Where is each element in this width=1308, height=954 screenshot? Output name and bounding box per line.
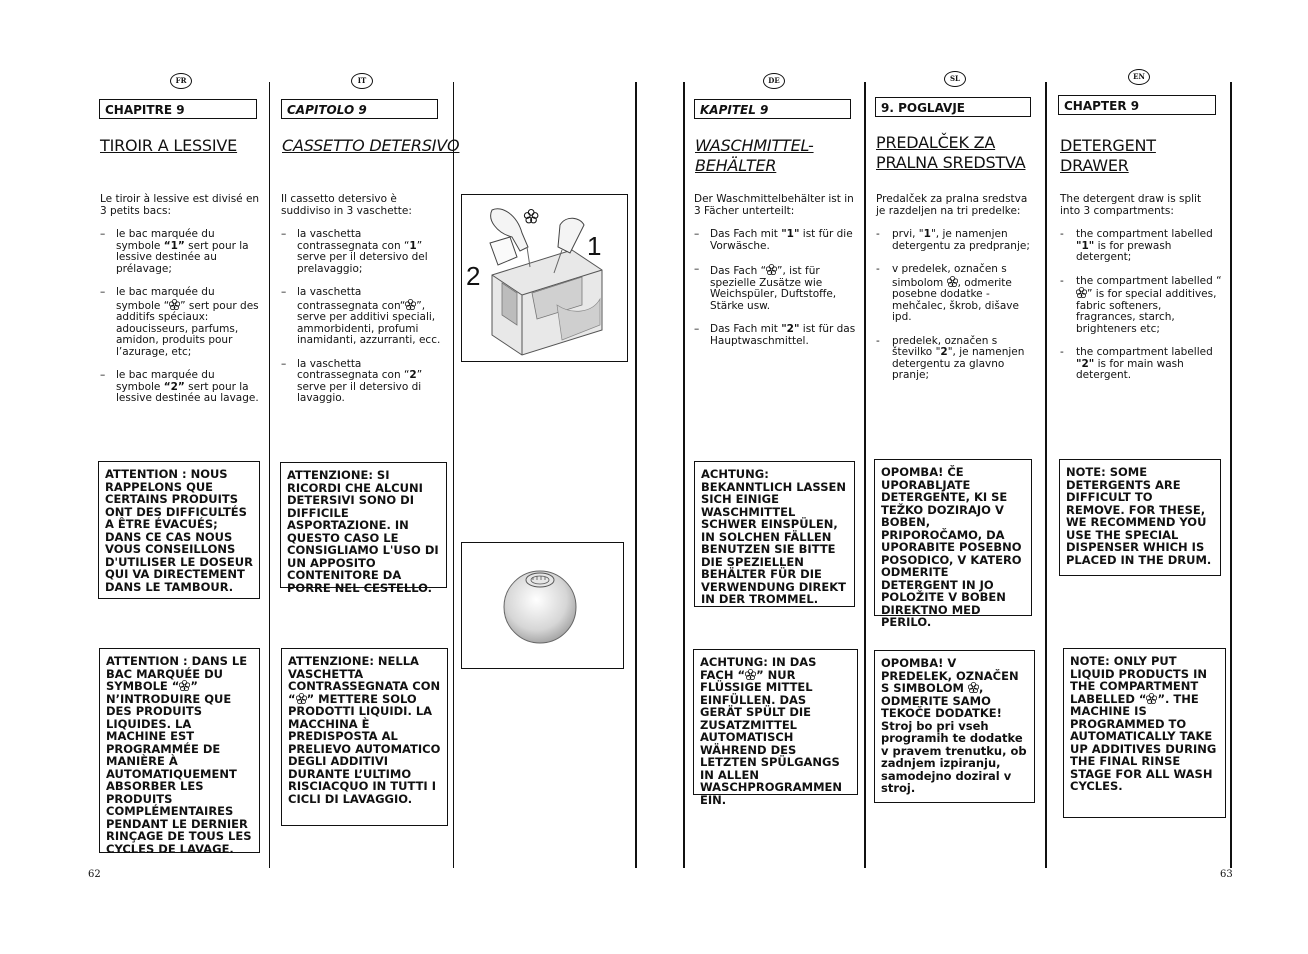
drawer-illustration — [462, 195, 627, 361]
dispenser-ball-illustration — [462, 543, 623, 668]
section-title-it: CASSETTO DETERSIVO — [282, 136, 460, 155]
list-item: - v predelek, označen s simbolom , odmerite posebne dodatke - mehčalec, škrob, dišave ipd. — [876, 263, 1019, 323]
flower-symbol-icon — [179, 680, 190, 691]
note-box-fr-1: ATTENTION : NOUS RAPPELONS QUE CERTAINS PRODUITS ONT DES DIFFICULTÉS A ÊTRE ÉVACUÉS; DANS CE CAS NOUS VOUS CONSEILLONS D'UTILISER LE DOSEUR QUI VA DIRECTEMENT DANS LE TAMBOUR. — [98, 461, 260, 599]
note-box-en-2: NOTE: ONLY PUT LIQUID PRODUCTS IN THE COMPARTMENT LABELLED “ ”. THE MACHINE IS PROGRAMMED TO AUTOMATICALLY TAKE UP ADDITIVES DURING THE FINAL RINSE STAGE FOR ALL WASH CYCLES. — [1063, 648, 1226, 818]
intro-sl: Predalček za pralna sredstva je razdeljen na tri predelke: — [876, 193, 1028, 217]
body-text-fr — [100, 194, 262, 405]
column-divider — [1230, 82, 1232, 868]
list-item: – la vaschetta contrassegnata con“ ”, serve per additivi speciali, ammorbidenti, profumi inamidanti, azzurranti, ecc. — [281, 286, 441, 346]
page-divider — [635, 82, 637, 868]
column-divider — [269, 82, 270, 868]
lang-badge-en: EN — [1128, 69, 1150, 85]
chapter-header-de: KAPITEL 9 — [694, 99, 851, 119]
figure-label-1: 1 — [587, 231, 602, 261]
flower-symbol-icon — [1076, 287, 1087, 298]
chapter-header-it: CAPITOLO 9 — [281, 99, 438, 119]
chapter-header-sl: 9. POGLAVJE — [875, 97, 1031, 117]
list-item: - the compartment labelled “” is for special additives, fabric softeners, fragrances, starch, brighteners etc; — [1060, 274, 1222, 335]
intro-fr: Le tiroir à lessive est divisé en 3 petits bacs: — [100, 193, 260, 217]
list-item: – la vaschetta contrassegnata con “1” serve per il detersivo del prelavaggio; — [281, 228, 428, 275]
flower-symbol-icon — [766, 264, 777, 275]
column-divider — [864, 82, 866, 868]
section-title-fr: TIROIR A LESSIVE — [100, 136, 238, 155]
flower-symbol-icon — [1146, 693, 1157, 704]
figure-label-2: 2 — [466, 261, 481, 291]
body-text-it — [281, 194, 446, 405]
note-box-sl-1: OPOMBA! ČE UPORABLJATE DETERGENTE, KI SE TEŽKO DOZIRAJO V BOBEN, PRIPOROČAMO, DA UPORABITE POSEBNO POSODICO, V KATERO ODMERITE DETERGENT IN JO POLOŽITE V BOBEN DIREKTNO MED PERILO. — [874, 459, 1032, 616]
list-item: – le bac marquée du symbole “2” sert pour la lessive destinée au lavage. — [100, 369, 259, 404]
column-divider — [453, 82, 454, 868]
list-item: – Das Fach mit "2" ist für das Hauptwaschmittel. — [694, 323, 856, 347]
lang-badge-it: IT — [351, 73, 373, 89]
body-text-sl — [876, 194, 1040, 382]
detergent-drawer-figure — [461, 194, 628, 362]
flower-symbol-icon — [405, 299, 416, 310]
note-box-fr-2: ATTENTION : DANS LE BAC MARQUÉE DU SYMBOLE “ ” N’INTRODUIRE QUE DES PRODUITS LIQUIDES. LA MACHINE EST PROGRAMMÉE DE MANIÈRE À AUTOMATIQUEMENT ABSORBER LES PRODUITS COMPLÉMENTAIRES PENDANT LE DERNIER RINÇAGE DE TOUS LES CYCLES DE LAVAGE. — [99, 648, 260, 853]
dispenser-ball-figure — [461, 542, 624, 669]
lang-badge-fr: FR — [170, 73, 192, 89]
flower-symbol-icon — [296, 693, 307, 704]
note-box-de-1: ACHTUNG: BEKANNTLICH LASSEN SICH EINIGE WASCHMITTEL SCHWER EINSPÜLEN, IN SOLCHEN FÄLLEN BENUTZEN SIE BITTE DIE SPEZIELLEN BEHÄLTER FÜR DIE VERWENDUNG DIREKT IN DER TROMMEL. — [694, 461, 855, 607]
intro-de: Der Waschmittelbehälter ist in 3 Fächer unterteilt: — [694, 193, 854, 217]
flower-symbol-icon — [968, 682, 979, 693]
note-box-it-1: ATTENZIONE: SI RICORDI CHE ALCUNI DETERSIVI SONO DI DIFFICILE ASPORTAZIONE. IN QUESTO CASO LE CONSIGLIAMO L'USO DI UN APPOSITO CONTENITORE DA PORRE NEL CESTELLO. — [280, 462, 447, 588]
list-item: – le bac marquée du symbole “ ” sert pour des additifs spéciaux: adoucisseurs, parfums, amidon, produits pour l’azurage, etc; — [100, 286, 259, 358]
list-item: – le bac marquée du symbole “1” sert pour la lessive destinée au prélavage; — [100, 228, 249, 275]
list-item: - the compartment labelled "1" is for prewash detergent; — [1060, 228, 1213, 263]
intro-it: Il cassetto detersivo è suddiviso in 3 vaschette: — [281, 193, 412, 217]
body-text-de — [694, 194, 858, 347]
list-item: – Das Fach “ ”, ist für spezielle Zusätze wie Weichspüler, Duftstoffe, Stärke usw. — [694, 263, 837, 312]
lang-badge-de: DE — [763, 73, 785, 89]
flower-symbol-icon — [169, 299, 180, 310]
list-item: - predelek, označen s številko "2", je namenjen detergentu za glavno pranje; — [876, 334, 1025, 381]
body-text-en — [1060, 194, 1224, 382]
page-divider — [683, 82, 685, 868]
list-item: - prvi, "1", je namenjen detergentu za predpranje; — [876, 228, 1030, 252]
page-number-left: 62 — [88, 869, 101, 880]
section-title-en: DETERGENT DRAWER — [1060, 136, 1156, 175]
note-box-de-2: ACHTUNG: IN DAS FACH “ ” NUR FLÜSSIGE MITTEL EINFÜLLEN. DAS GERÄT SPÜLT DIE ZUSATZMITTEL AUTOMATISCH WÄHREND DES LETZTEN SPÜLGANGS IN ALLEN WASCHPROGRAMMEN EIN. — [693, 649, 858, 795]
chapter-header-fr: CHAPITRE 9 — [99, 99, 257, 119]
note-box-sl-2: OPOMBA! V PREDELEK, OZNAČEN S SIMBOLOM , ODMERITE SAMO TEKOČE DODATKE! Stroj bo pri vseh programih te dodatke v pravem trenutku, ob zadnjem izpiranju, samodejno doziral v stroj. — [874, 650, 1035, 803]
chapter-header-en: CHAPTER 9 — [1058, 95, 1216, 115]
note-box-en-1: NOTE: SOME DETERGENTS ARE DIFFICULT TO REMOVE. FOR THESE, WE RECOMMEND YOU USE THE SPECIAL DISPENSER WHICH IS PLACED IN THE DRUM. — [1059, 459, 1221, 576]
list-item: – la vaschetta contrassegnata con “2” serve per il detersivo di lavaggio. — [281, 357, 423, 404]
list-item: – Das Fach mit "1" ist für die Vorwäsche. — [694, 228, 853, 252]
column-divider — [1045, 82, 1047, 868]
flower-symbol-icon — [947, 276, 958, 287]
lang-badge-sl: SL — [944, 71, 966, 87]
page-number-right: 63 — [1220, 869, 1233, 880]
flower-symbol-icon — [745, 669, 756, 680]
list-item: - the compartment labelled "2" is for main wash detergent. — [1060, 346, 1213, 381]
note-box-it-2: ATTENZIONE: NELLA VASCHETTA CONTRASSEGNATA CON “ ” METTERE SOLO PRODOTTI LIQUIDI. LA MACCHINA È PREDISPOSTA AL PRELIEVO AUTOMATICO DEGLI ADDITIVI DURANTE L’ULTIMO RISCIACQUO IN TUTTI I CICLI DI LAVAGGIO. — [281, 648, 448, 826]
section-title-sl: PREDALČEK ZA PRALNA SREDSTVA — [876, 133, 1026, 172]
intro-en: The detergent draw is split into 3 compartments: — [1060, 193, 1202, 217]
section-title-de: WASCHMITTEL- BEHÄLTER — [695, 136, 814, 175]
